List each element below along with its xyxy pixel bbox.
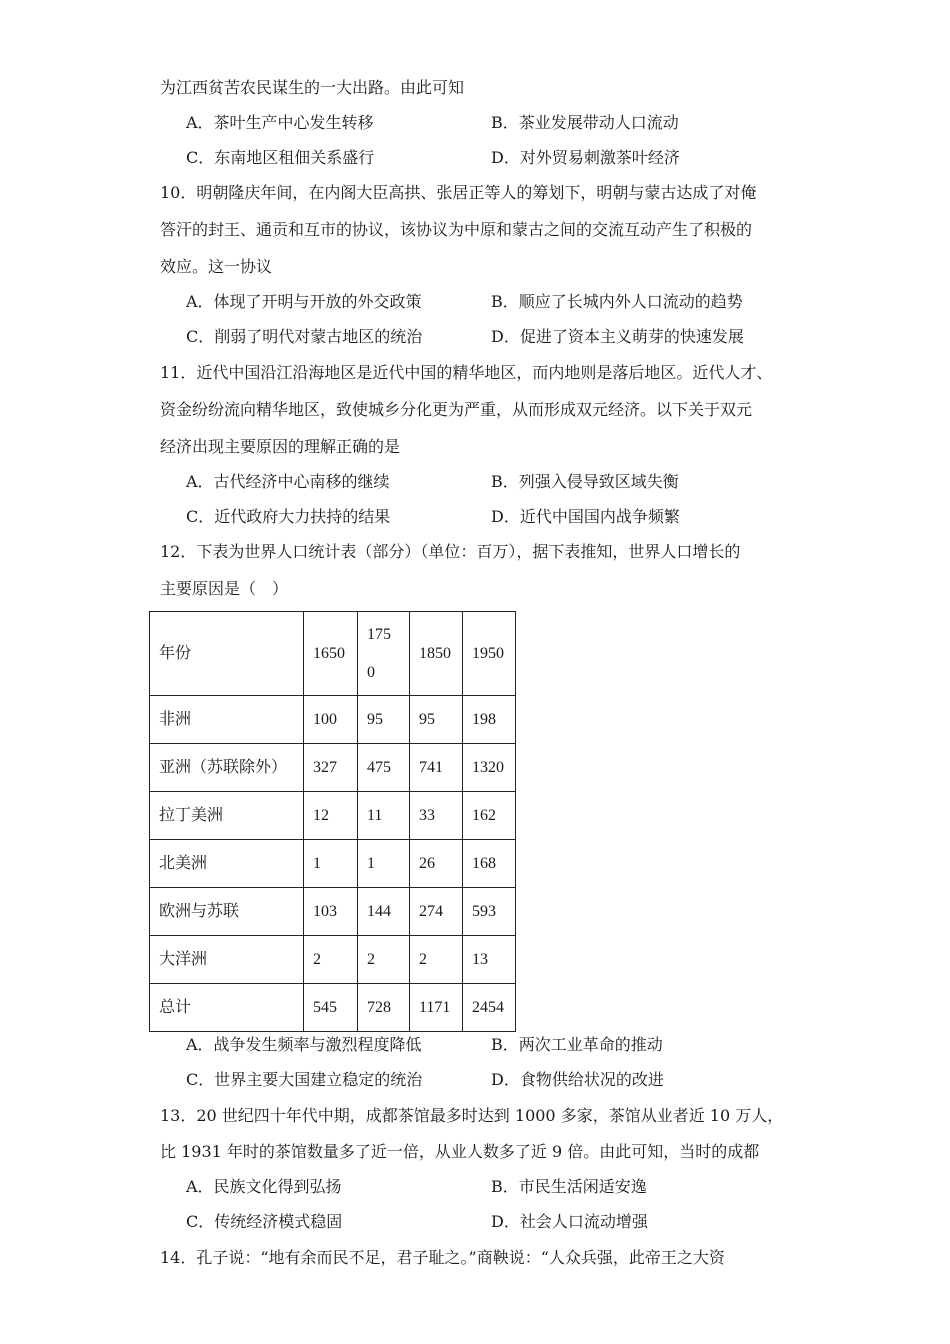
table-row <box>150 936 516 984</box>
table-cell: 2454 <box>463 984 516 1032</box>
table-header-cell: 1850 <box>410 612 463 696</box>
q10-option-d[interactable]: D．促进了资本主义萌芽的快速发展 <box>491 327 744 346</box>
table-cell: 1 <box>358 840 410 888</box>
table-row <box>150 792 516 840</box>
q12-option-b[interactable]: B．两次工业革命的推动 <box>491 1035 663 1054</box>
table-cell: 327 <box>304 744 358 792</box>
q14-stem-line-1: 14．孔子说：“地有余而民不足，君子耻之。”商鞅说：“人众兵强，此帝王之大资 <box>160 1248 725 1267</box>
q11-option-c[interactable]: C．近代政府大力扶持的结果 <box>186 507 391 526</box>
table-header-cell <box>358 612 410 696</box>
q11-stem-line-1: 11．近代中国沿江沿海地区是近代中国的精华地区，而内地则是落后地区。近代人才、 <box>160 363 773 382</box>
q10-stem-line-1: 10．明朝隆庆年间，在内阁大臣高拱、张居正等人的筹划下，明朝与蒙古达成了对俺 <box>160 183 757 202</box>
q10-option-c[interactable]: C．削弱了明代对蒙古地区的统治 <box>186 327 423 346</box>
table-cell: 728 <box>358 984 410 1032</box>
table-cell: 2 <box>410 936 463 984</box>
table-row <box>150 744 516 792</box>
q9-option-c[interactable]: C．东南地区租佃关系盛行 <box>186 148 375 167</box>
table-cell: 100 <box>304 696 358 744</box>
q10-option-a[interactable]: A．体现了开明与开放的外交政策 <box>186 292 422 311</box>
table-cell: 33 <box>410 792 463 840</box>
q11-option-b[interactable]: B．列强入侵导致区域失衡 <box>491 472 679 491</box>
table-cell: 475 <box>358 744 410 792</box>
table-cell: 593 <box>463 888 516 936</box>
q11-option-d[interactable]: D．近代中国国内战争频繁 <box>491 507 680 526</box>
table-cell: 欧洲与苏联 <box>150 888 304 936</box>
q11-stem-line-2: 资金纷纷流向精华地区，致使城乡分化更为严重，从而形成双元经济。以下关于双元 <box>160 400 753 419</box>
table-cell: 95 <box>358 696 410 744</box>
q9-stem-tail: 为江西贫苦农民谋生的一大出路。由此可知 <box>160 78 465 97</box>
table-cell: 拉丁美洲 <box>150 792 304 840</box>
table-header-cell: 年份 <box>150 612 304 696</box>
q9-option-a[interactable]: A．茶叶生产中心发生转移 <box>186 113 374 132</box>
q12-stem-line-1: 12．下表为世界人口统计表（部分）（单位：百万），据下表推知，世界人口增长的 <box>160 542 741 561</box>
table-header-year-1750: 1750 <box>367 625 391 681</box>
q11-stem-line-3: 经济出现主要原因的理解正确的是 <box>160 437 401 456</box>
table-cell: 1171 <box>410 984 463 1032</box>
table-cell: 总计 <box>150 984 304 1032</box>
q10-stem-line-2: 答汗的封王、通贡和互市的协议，该协议为中原和蒙古之间的交流互动产生了积极的 <box>160 220 753 239</box>
q12-stem-line-2: 主要原因是（ ） <box>160 579 289 598</box>
table-row <box>150 840 516 888</box>
q13-option-d[interactable]: D．社会人口流动增强 <box>491 1212 648 1231</box>
q10-stem-line-3: 效应。这一协议 <box>160 257 273 276</box>
table-cell: 13 <box>463 936 516 984</box>
table-cell: 545 <box>304 984 358 1032</box>
table-cell: 非洲 <box>150 696 304 744</box>
q12-option-d[interactable]: D．食物供给状况的改进 <box>491 1070 664 1089</box>
table-cell: 26 <box>410 840 463 888</box>
table-row <box>150 696 516 744</box>
table-cell: 168 <box>463 840 516 888</box>
table-cell: 大洋洲 <box>150 936 304 984</box>
table-cell: 亚洲（苏联除外） <box>150 744 304 792</box>
table-cell: 1 <box>304 840 358 888</box>
table-cell: 11 <box>358 792 410 840</box>
table-cell: 1320 <box>463 744 516 792</box>
q10-option-b[interactable]: B．顺应了长城内外人口流动的趋势 <box>491 292 743 311</box>
q9-option-b[interactable]: B．茶业发展带动人口流动 <box>491 113 679 132</box>
table-cell: 103 <box>304 888 358 936</box>
table-cell: 2 <box>304 936 358 984</box>
q11-option-a[interactable]: A．古代经济中心南移的继续 <box>186 472 390 491</box>
table-cell: 198 <box>463 696 516 744</box>
q12-option-c[interactable]: C．世界主要大国建立稳定的统治 <box>186 1070 423 1089</box>
table-header-row <box>150 612 516 696</box>
table-header-cell: 1650 <box>304 612 358 696</box>
table-cell: 274 <box>410 888 463 936</box>
q13-option-a[interactable]: A．民族文化得到弘扬 <box>186 1177 342 1196</box>
table-cell: 12 <box>304 792 358 840</box>
q13-option-c[interactable]: C．传统经济模式稳固 <box>186 1212 343 1231</box>
table-cell: 741 <box>410 744 463 792</box>
table-cell: 95 <box>410 696 463 744</box>
table-cell: 2 <box>358 936 410 984</box>
table-row <box>150 984 516 1032</box>
q13-stem-line-2: 比 1931 年时的茶馆数量多了近一倍，从业人数多了近 9 倍。由此可知，当时的成都 <box>160 1142 760 1161</box>
table-cell: 144 <box>358 888 410 936</box>
q13-stem-line-1: 13．20 世纪四十年代中期，成都茶馆最多时达到 1000 多家，茶馆从业者近 10 万人， <box>160 1106 784 1125</box>
table-cell: 北美洲 <box>150 840 304 888</box>
table-row <box>150 888 516 936</box>
q9-option-d[interactable]: D．对外贸易刺激茶叶经济 <box>491 148 680 167</box>
q12-option-a[interactable]: A．战争发生频率与激烈程度降低 <box>186 1035 422 1054</box>
table-cell: 162 <box>463 792 516 840</box>
q13-option-b[interactable]: B．市民生活闲适安逸 <box>491 1177 647 1196</box>
population-table <box>149 611 516 1032</box>
table-header-cell: 1950 <box>463 612 516 696</box>
